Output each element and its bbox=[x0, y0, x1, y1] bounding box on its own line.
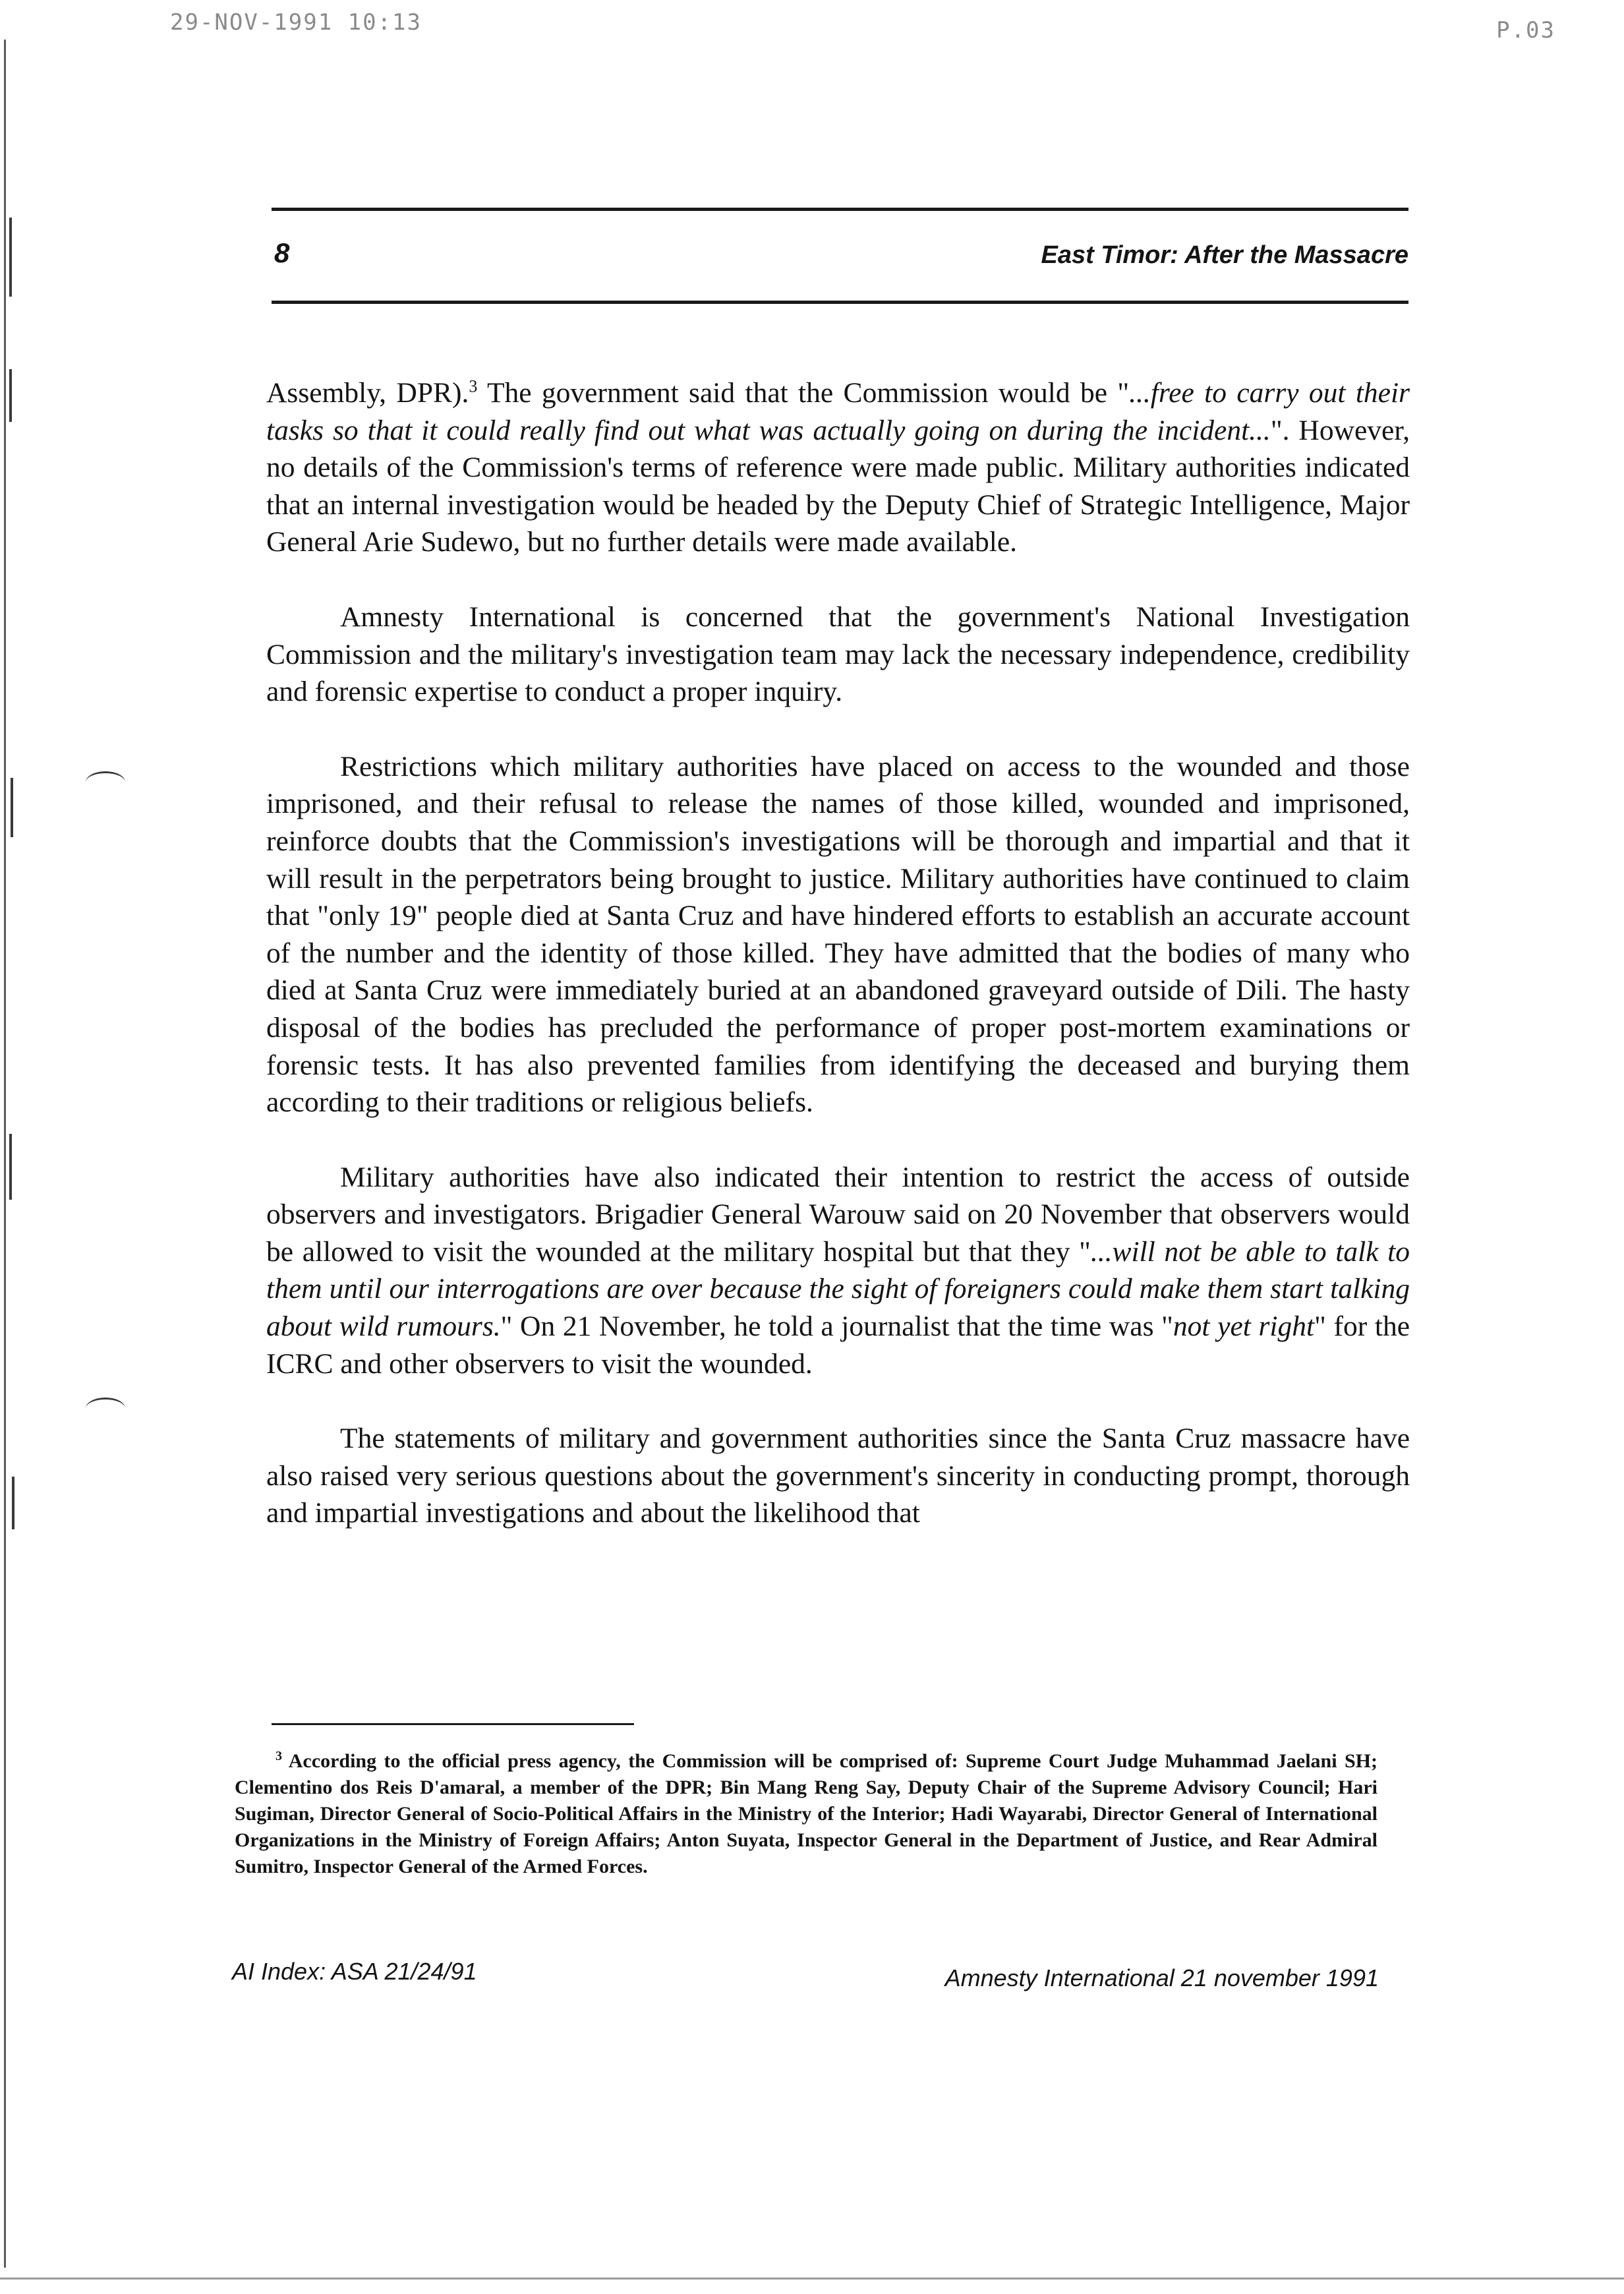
footnote-rule bbox=[272, 1723, 634, 1725]
paragraph-1-text-continued: ". However, no details of the Commission's terms of reference were made public. Military authorities indicated that an internal investigation would be headed by the Deputy Chief of Strategic Intelligence, Major General Arie Sudewo, but no further details were made available. bbox=[266, 414, 1410, 558]
scan-margin-mark bbox=[9, 1134, 12, 1200]
scan-margin-mark bbox=[12, 1477, 14, 1529]
footnote-reference: 3 bbox=[469, 376, 478, 396]
running-title: East Timor: After the Massacre bbox=[1041, 241, 1408, 269]
scan-bottom-edge bbox=[0, 2278, 1624, 2279]
paragraph-1 bbox=[266, 374, 1410, 561]
page-number: 8 bbox=[274, 237, 290, 268]
paragraph-2: Amnesty International is concerned that the government's National Investigation Commission and the military's investigation team may lack the necessary independence, credibility and forensic expertise to conduct a proper inquiry. bbox=[266, 601, 1410, 708]
paragraph-4-text-continued: " On 21 November, he told a journalist that the time was " bbox=[500, 1310, 1173, 1343]
scan-margin-mark bbox=[9, 218, 12, 297]
paragraph-4-quote-short: not yet right bbox=[1173, 1310, 1315, 1343]
paragraph-4-quote: ...will not be able to talk to them until our interrogations are over because the sight of foreigners could make them start talking about wild rumours. bbox=[266, 1235, 1410, 1343]
fax-date-time: 29-NOV-1991 10:13 bbox=[170, 9, 422, 36]
paragraph-3: Restrictions which military authorities have placed on access to the wounded and those imprisoned, and their refusal to release the names of those killed, wounded and imprisoned, reinforce doubts that the Commission's investigations will be thorough and impartial and that it will result in the perpetrators being brought to justice. Military authorities have continued to claim that "only 19" people died at Santa Cruz and have hindered efforts to establish an accurate account of the number and the identity of those killed. They have admitted that the bodies of many who died at Santa Cruz were immediately buried at an abandoned graveyard outside of Dili. The hasty disposal of the bodies has precluded the performance of proper post-mortem examinations or forensic tests. It has also prevented families from identifying the deceased and burying them according to their traditions or religious beliefs. bbox=[266, 750, 1410, 1119]
body-text bbox=[266, 374, 1410, 1570]
footnote-text: According to the official press agency, the Commission will be comprised of: Supreme Court Judge Muhammad Jaelani SH; Clementino dos Reis D'amaral, a member of the DPR; Bin Mang Reng Say, Deputy Chair of the Supreme Advisory Council; Hari Sugiman, Director General of Socio-Political Affairs in the Ministry of the Interior; Hadi Wayarabi, Director General of International Organizations in the Ministry of Foreign Affairs; Anton Suyata, Inspector General in the Department of Justice, and Rear Admiral Sumitro, Inspector General of the Armed Forces. bbox=[235, 1750, 1378, 1877]
paragraph-4-text: Military authorities have also indicated their intention to restrict the access of outside observers and investigators. Brigadier General Warouw said on 20 November that observers would be allowed to visit the wounded at the military hospital but that they " bbox=[266, 1161, 1410, 1268]
header-rule-top bbox=[272, 208, 1408, 211]
scan-margin-curve bbox=[86, 1397, 125, 1419]
paragraph-4 bbox=[266, 1159, 1410, 1383]
paragraph-4-text-end: " for the ICRC and other observers to visit the wounded. bbox=[266, 1310, 1410, 1380]
fax-page-code: P.03 bbox=[1496, 17, 1555, 44]
paragraph-1-text: The government said that the Commission would be " bbox=[477, 377, 1130, 409]
paragraph-5: The statements of military and government authorities since the Santa Cruz massacre have also raised very serious questions about the government's sincerity in conducting prompt, thorough and impartial investigations and about the likelihood that bbox=[266, 1423, 1410, 1529]
running-head bbox=[272, 237, 1408, 277]
page-footer bbox=[232, 1958, 1379, 1997]
scan-margin-curve bbox=[86, 771, 125, 793]
scan-margin-mark bbox=[9, 369, 12, 422]
scan-margin-mark bbox=[11, 778, 13, 837]
footer-source-date: Amnesty International 21 november 1991 bbox=[944, 1964, 1379, 1991]
ai-index: AI Index: ASA 21/24/91 bbox=[232, 1958, 477, 1985]
scan-margin-mark bbox=[4, 40, 6, 2268]
footnote bbox=[235, 1748, 1378, 1880]
fax-header bbox=[0, 9, 1624, 42]
header-rule-bottom bbox=[272, 301, 1408, 304]
paragraph-1-lead: Assembly, DPR). bbox=[266, 377, 469, 409]
footnote-number: 3 bbox=[276, 1749, 282, 1763]
paragraph-1-quote: ...free to carry out their tasks so that it could really find out what was actually going on during the incident... bbox=[266, 377, 1410, 446]
